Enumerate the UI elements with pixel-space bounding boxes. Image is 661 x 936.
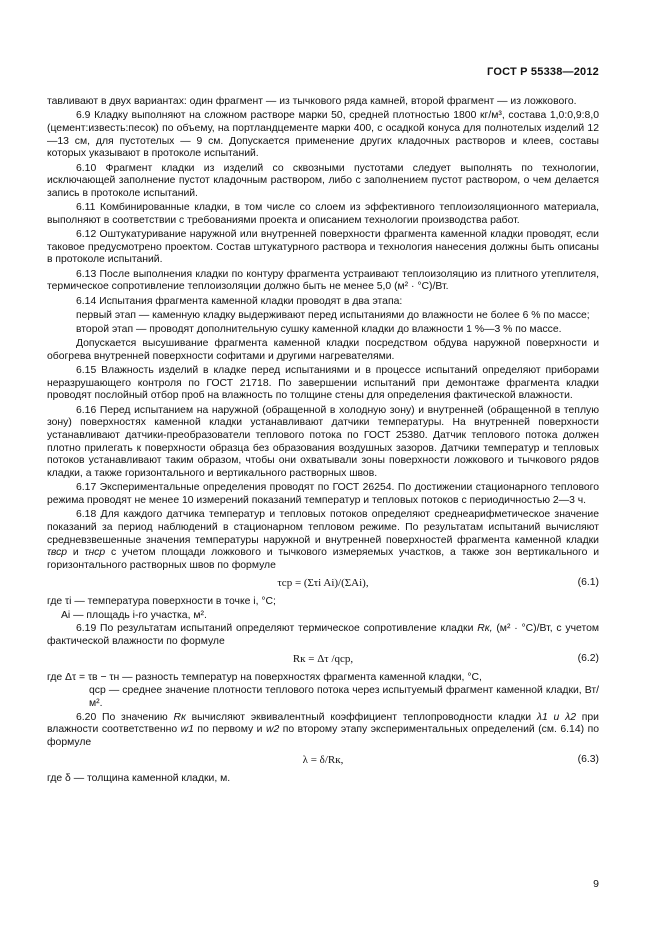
paragraph-6-12: 6.12 Оштукатуривание наружной или внутренней поверхности фрагмента каменной кладки проводят, если таковое предусмотрено проектом. Состав штукатурного раствора и технология нанесения должны быть описаны в протоколе испытаний. [47,229,599,266]
text-6-20-e: по второму этапу экспериментальных определений (см. 6.14) по формуле [47,724,599,749]
where-delta: где δ — толщина каменной кладки, м. [47,772,231,784]
document-body [47,96,599,787]
paragraph-6-9: 6.9 Кладку выполняют на сложном растворе марки 50, средней плотностью 1800 кг/м³, состава 1,0:0,9:8,0 (цемент:известь:песок) по объему, на портландцементе марки 400, с осадкой конуса для полнотелых изделий 12—13 см, для пустотелых — 9 см. Допускается применение других кладочных растворов и клеев, составы которых указывают в протоколе испытаний. [47,110,599,160]
formula-6-3: λ = δ/Rк, [302,753,344,766]
symbol-w1: w1 [180,724,194,736]
text-6-18-b: с учетом площади ложкового и тычкового измеряемых участков, а также зон вертикального и горизонтального растворных швов по формуле [47,547,599,572]
paragraph-6-19 [47,623,599,648]
text-6-20-a: 6.20 По значению [76,711,168,723]
paragraph-6-13: 6.13 После выполнения кладки по контуру фрагмента устраивают теплоизоляцию из плитного утеплителя, термическое сопротивление теплоизоляции должно быть не менее 5,0 (м² · °С)/Вт. [47,268,599,293]
equation-6-2 [47,653,599,668]
formula-6-1: τср = (Στi Ai)/(ΣAi), [277,576,369,589]
symbol-tau-n: τнср [84,547,106,559]
text-and: и [72,547,79,559]
paragraph-6-17: 6.17 Экспериментальные определения проводят по ГОСТ 26254. По достижении стационарного теплового режима проводят не менее 10 измерений показаний температур и тепловых потоков с периодичностью 2—3 ч. [47,482,599,507]
paragraph-6-14-drying: Допускается высушивание фрагмента каменной кладки посредством обдува наружной поверхности и обогрева внутренней поверхности софитами и другими нагревателями. [47,338,599,362]
text-6-18-a: 6.18 Для каждого датчика температур и тепловых потоков определяют среднеарифметическое значение показаний за период наблюдений в стационарном тепловом режиме. По результатам испытаний вычисляют средневзвешенные значения температуры наружной и внутренней поверхностей фрагмента каменной кладки [47,509,599,546]
where-a-i: Ai — площадь i-го участка, м². [61,609,207,621]
page-number: 9 [593,878,599,890]
paragraph-6-14-stage1: первый этап — каменную кладку выдерживают перед испытаниями до влажности не более 6 % по массе; [76,309,590,321]
where-delta-tau: где Δτ = τв − τн — разность температур на поверхностях фрагмента каменной кладки, °С, [47,671,482,683]
symbol-lambdas: λ1 и λ2 [536,711,576,723]
equation-number-6-1: (6.1) [577,576,599,588]
equation-number-6-3: (6.3) [577,753,599,765]
equation-6-1 [47,577,599,592]
paragraph-6-11: 6.11 Комбинированные кладки, в том числе со слоем из эффективного теплоизоляционного материала, выполняют в соответствии с требованиями проекта и описанием технологии производства работ. [47,202,599,226]
symbol-w2: w2 [265,724,280,736]
paragraph-6-20 [47,712,599,750]
paragraph-6-14-stage2: второй этап — проводят дополнительную сушку каменной кладки до влажности 1 %—3 % по массе. [76,323,562,335]
where-q-sr: qср — среднее значение плотности теплового потока через испытуемый фрагмент каменной кладки, Вт/м². [89,685,599,710]
paragraph-6-16: 6.16 Перед испытанием на наружной (обращенной в холодную зону) и внутренней (обращенной в теплую зону) поверхностях каменной кладки устанавливают датчики температуры. На внутренней поверхности устанавливают датчики-преобразователи теплового потока по ГОСТ 25380. Датчик теплового потока должен плотно прилегать к поверхности образца без образования воздушных зазоров. Датчики температур и тепловых потоков устанавливают таким образом, чтобы они охватывали зоны поверхности ложкового и тычкового рядов кладки, а также горизонтального и вертикального растворных швов. [47,404,599,480]
standard-header: ГОСТ Р 55338—2012 [487,66,599,78]
symbol-r-k-2: Rк [173,711,186,723]
paragraph-6-18 [47,509,599,573]
text-6-20-b: вычисляют эквивалентный коэффициент теплопроводности кладки [191,711,532,723]
text-6-20-c: при влажности соответственно [47,711,599,736]
text-6-19-a: 6.19 По результатам испытаний определяют термическое сопротивление кладки [76,623,474,635]
where-tau-i: где τi — температура поверхности в точке i, °С; [47,595,276,607]
paragraph-6-10: 6.10 Фрагмент кладки из изделий со сквозными пустотами следует выполнять по технологии, исключающей заполнение пустот кладочным раствором, либо с заполнением пустот раствором, о чем делается запись в протоколе испытаний. [47,162,599,199]
paragraph-6-14: 6.14 Испытания фрагмента каменной кладки проводят в два этапа: [76,295,403,307]
equation-number-6-2: (6.2) [577,652,599,664]
paragraph-continuation: тавливают в двух вариантах: один фрагмент — из тычкового ряда камней, второй фрагмент — из ложкового. [47,96,577,107]
equation-6-3 [47,754,599,769]
symbol-r-k: Rк, [477,623,493,635]
text-6-19-b: (м² · °С)/Вт, с учетом фактической влажности по формуле [47,623,600,647]
paragraph-6-15: 6.15 Влажность изделий в кладке перед испытаниями и в процессе испытаний определяют приборами неразрушающего контроля по ГОСТ 21718. По завершении испытаний при демонтаже фрагмента кладки проводят послойный отбор проб на влажность по толщине стены для определения фактической влажности. [47,365,599,402]
symbol-tau-v: τвср [47,547,68,559]
formula-6-2: Rк = Δτ /qср, [292,652,354,665]
text-6-20-d: по первому и [197,724,263,736]
